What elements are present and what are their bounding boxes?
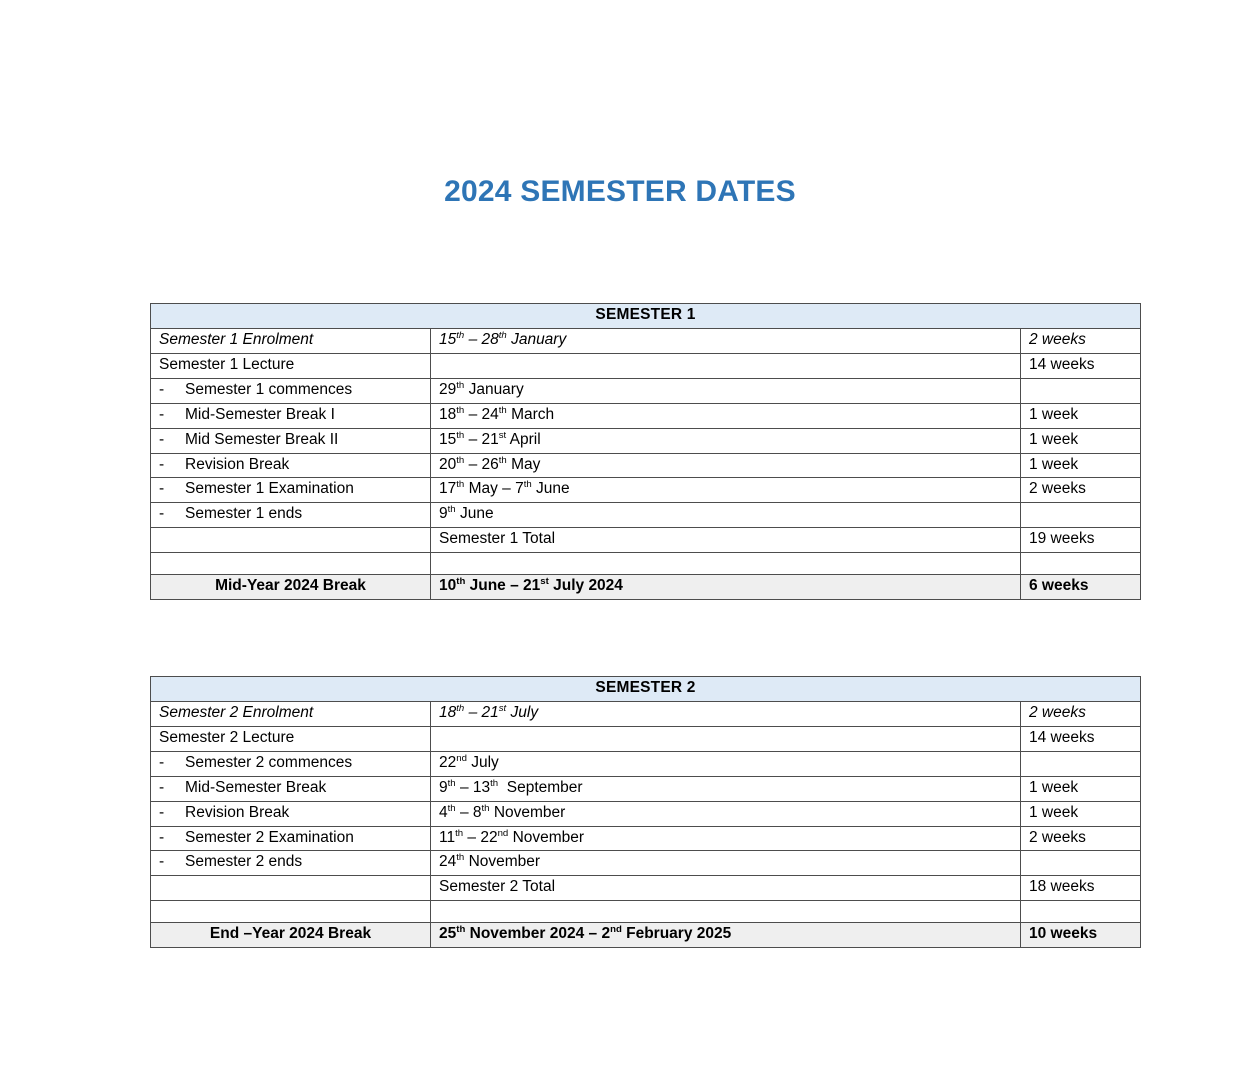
table-row	[151, 923, 1141, 948]
row-label-text: Mid-Semester Break I	[185, 405, 335, 423]
row-weeks-cell	[1021, 553, 1141, 575]
bullet-dash: -	[159, 853, 165, 871]
row-date-cell: 18th – 24th March	[431, 403, 1021, 428]
row-weeks-cell: 2 weeks	[1021, 478, 1141, 503]
row-date-cell: 9th – 13th September	[431, 776, 1021, 801]
row-weeks-cell: 2 weeks	[1021, 702, 1141, 727]
row-label-cell	[151, 901, 431, 923]
table-header-row	[151, 304, 1141, 329]
table-row	[151, 776, 1141, 801]
row-weeks-cell: 2 weeks	[1021, 329, 1141, 354]
row-date-cell: 9th June	[431, 503, 1021, 528]
row-weeks-cell: 6 weeks	[1021, 575, 1141, 600]
table-row	[151, 726, 1141, 751]
row-label-text: Revision Break	[185, 803, 290, 821]
row-date-cell: 15th – 21st April	[431, 428, 1021, 453]
bullet-dash: -	[159, 430, 165, 448]
row-date-cell: 20th – 26th May	[431, 453, 1021, 478]
row-label-cell	[151, 826, 431, 851]
table-row	[151, 901, 1141, 923]
row-label-cell	[151, 453, 431, 478]
row-weeks-cell	[1021, 751, 1141, 776]
row-label-cell: Semester 2 Enrolment	[151, 702, 431, 727]
row-label-cell	[151, 503, 431, 528]
table-row	[151, 575, 1141, 600]
row-date-cell: 24th November	[431, 851, 1021, 876]
row-label-text: Semester 2 Examination	[185, 828, 354, 846]
row-label-cell: Semester 2 Lecture	[151, 726, 431, 751]
row-date-cell: 18th – 21st July	[431, 702, 1021, 727]
bullet-dash: -	[159, 828, 165, 846]
row-weeks-cell: 2 weeks	[1021, 826, 1141, 851]
row-label-cell	[151, 751, 431, 776]
row-label-cell: End –Year 2024 Break	[151, 923, 431, 948]
table-row	[151, 403, 1141, 428]
table-row	[151, 378, 1141, 403]
row-date-cell: 4th – 8th November	[431, 801, 1021, 826]
semester-1-table	[150, 303, 1141, 600]
row-label-text: Semester 1 commences	[185, 380, 353, 398]
row-date-cell	[431, 553, 1021, 575]
row-label-cell: Semester 1 Lecture	[151, 353, 431, 378]
row-date-cell	[431, 353, 1021, 378]
row-label-cell	[151, 553, 431, 575]
row-date-cell	[431, 726, 1021, 751]
row-label-cell: Mid-Year 2024 Break	[151, 575, 431, 600]
bullet-dash: -	[159, 778, 165, 796]
row-date-cell: 10th June – 21st July 2024	[431, 575, 1021, 600]
row-label-text: Mid Semester Break II	[185, 430, 339, 448]
row-weeks-cell	[1021, 503, 1141, 528]
row-label-text: Semester 1 Examination	[185, 480, 354, 498]
row-weeks-cell: 14 weeks	[1021, 726, 1141, 751]
table-row	[151, 553, 1141, 575]
table-row	[151, 503, 1141, 528]
bullet-dash: -	[159, 753, 165, 771]
row-label-cell	[151, 876, 431, 901]
row-label-cell	[151, 428, 431, 453]
row-label-cell	[151, 528, 431, 553]
row-label-text: Semester 1 ends	[185, 505, 303, 523]
row-weeks-cell	[1021, 901, 1141, 923]
bullet-dash: -	[159, 803, 165, 821]
table-row	[151, 428, 1141, 453]
table-row	[151, 329, 1141, 354]
table-row	[151, 751, 1141, 776]
row-weeks-cell: 10 weeks	[1021, 923, 1141, 948]
row-weeks-cell	[1021, 378, 1141, 403]
semester-1-header-label: SEMESTER 1	[151, 304, 1141, 329]
semester-1-table-body	[151, 329, 1141, 600]
row-weeks-cell: 1 week	[1021, 403, 1141, 428]
row-label-text: Revision Break	[185, 455, 290, 473]
row-label-cell	[151, 378, 431, 403]
row-date-cell: Semester 2 Total	[431, 876, 1021, 901]
row-weeks-cell: 1 week	[1021, 428, 1141, 453]
row-weeks-cell: 18 weeks	[1021, 876, 1141, 901]
table-row	[151, 528, 1141, 553]
row-weeks-cell: 1 week	[1021, 453, 1141, 478]
row-label-text: Semester 2 ends	[185, 853, 303, 871]
table-header-row	[151, 677, 1141, 702]
semester-2-table	[150, 676, 1141, 948]
row-date-cell: 17th May – 7th June	[431, 478, 1021, 503]
row-date-cell: 29th January	[431, 378, 1021, 403]
row-date-cell: 22nd July	[431, 751, 1021, 776]
bullet-dash: -	[159, 455, 165, 473]
table-row	[151, 801, 1141, 826]
bullet-dash: -	[159, 480, 165, 498]
row-date-cell: 25th November 2024 – 2nd February 2025	[431, 923, 1021, 948]
row-weeks-cell: 1 week	[1021, 776, 1141, 801]
row-label-cell	[151, 801, 431, 826]
row-date-cell: Semester 1 Total	[431, 528, 1021, 553]
table-row	[151, 851, 1141, 876]
bullet-dash: -	[159, 405, 165, 423]
table-row	[151, 876, 1141, 901]
row-weeks-cell: 14 weeks	[1021, 353, 1141, 378]
semester-2-header-label: SEMESTER 2	[151, 677, 1141, 702]
bullet-dash: -	[159, 505, 165, 523]
table-row	[151, 353, 1141, 378]
row-label-text: Semester 2 commences	[185, 753, 353, 771]
row-label-cell	[151, 776, 431, 801]
row-label-cell	[151, 478, 431, 503]
bullet-dash: -	[159, 380, 165, 398]
table-row	[151, 702, 1141, 727]
semester-2-table-body	[151, 702, 1141, 948]
row-label-cell: Semester 1 Enrolment	[151, 329, 431, 354]
row-label-cell	[151, 851, 431, 876]
row-weeks-cell	[1021, 851, 1141, 876]
row-weeks-cell: 19 weeks	[1021, 528, 1141, 553]
row-weeks-cell: 1 week	[1021, 801, 1141, 826]
table-row	[151, 826, 1141, 851]
row-date-cell	[431, 901, 1021, 923]
table-row	[151, 453, 1141, 478]
row-date-cell: 11th – 22nd November	[431, 826, 1021, 851]
row-date-cell: 15th – 28th January	[431, 329, 1021, 354]
table-row	[151, 478, 1141, 503]
page-title: 2024 SEMESTER DATES	[444, 175, 796, 208]
row-label-text: Mid-Semester Break	[185, 778, 327, 796]
row-label-cell	[151, 403, 431, 428]
